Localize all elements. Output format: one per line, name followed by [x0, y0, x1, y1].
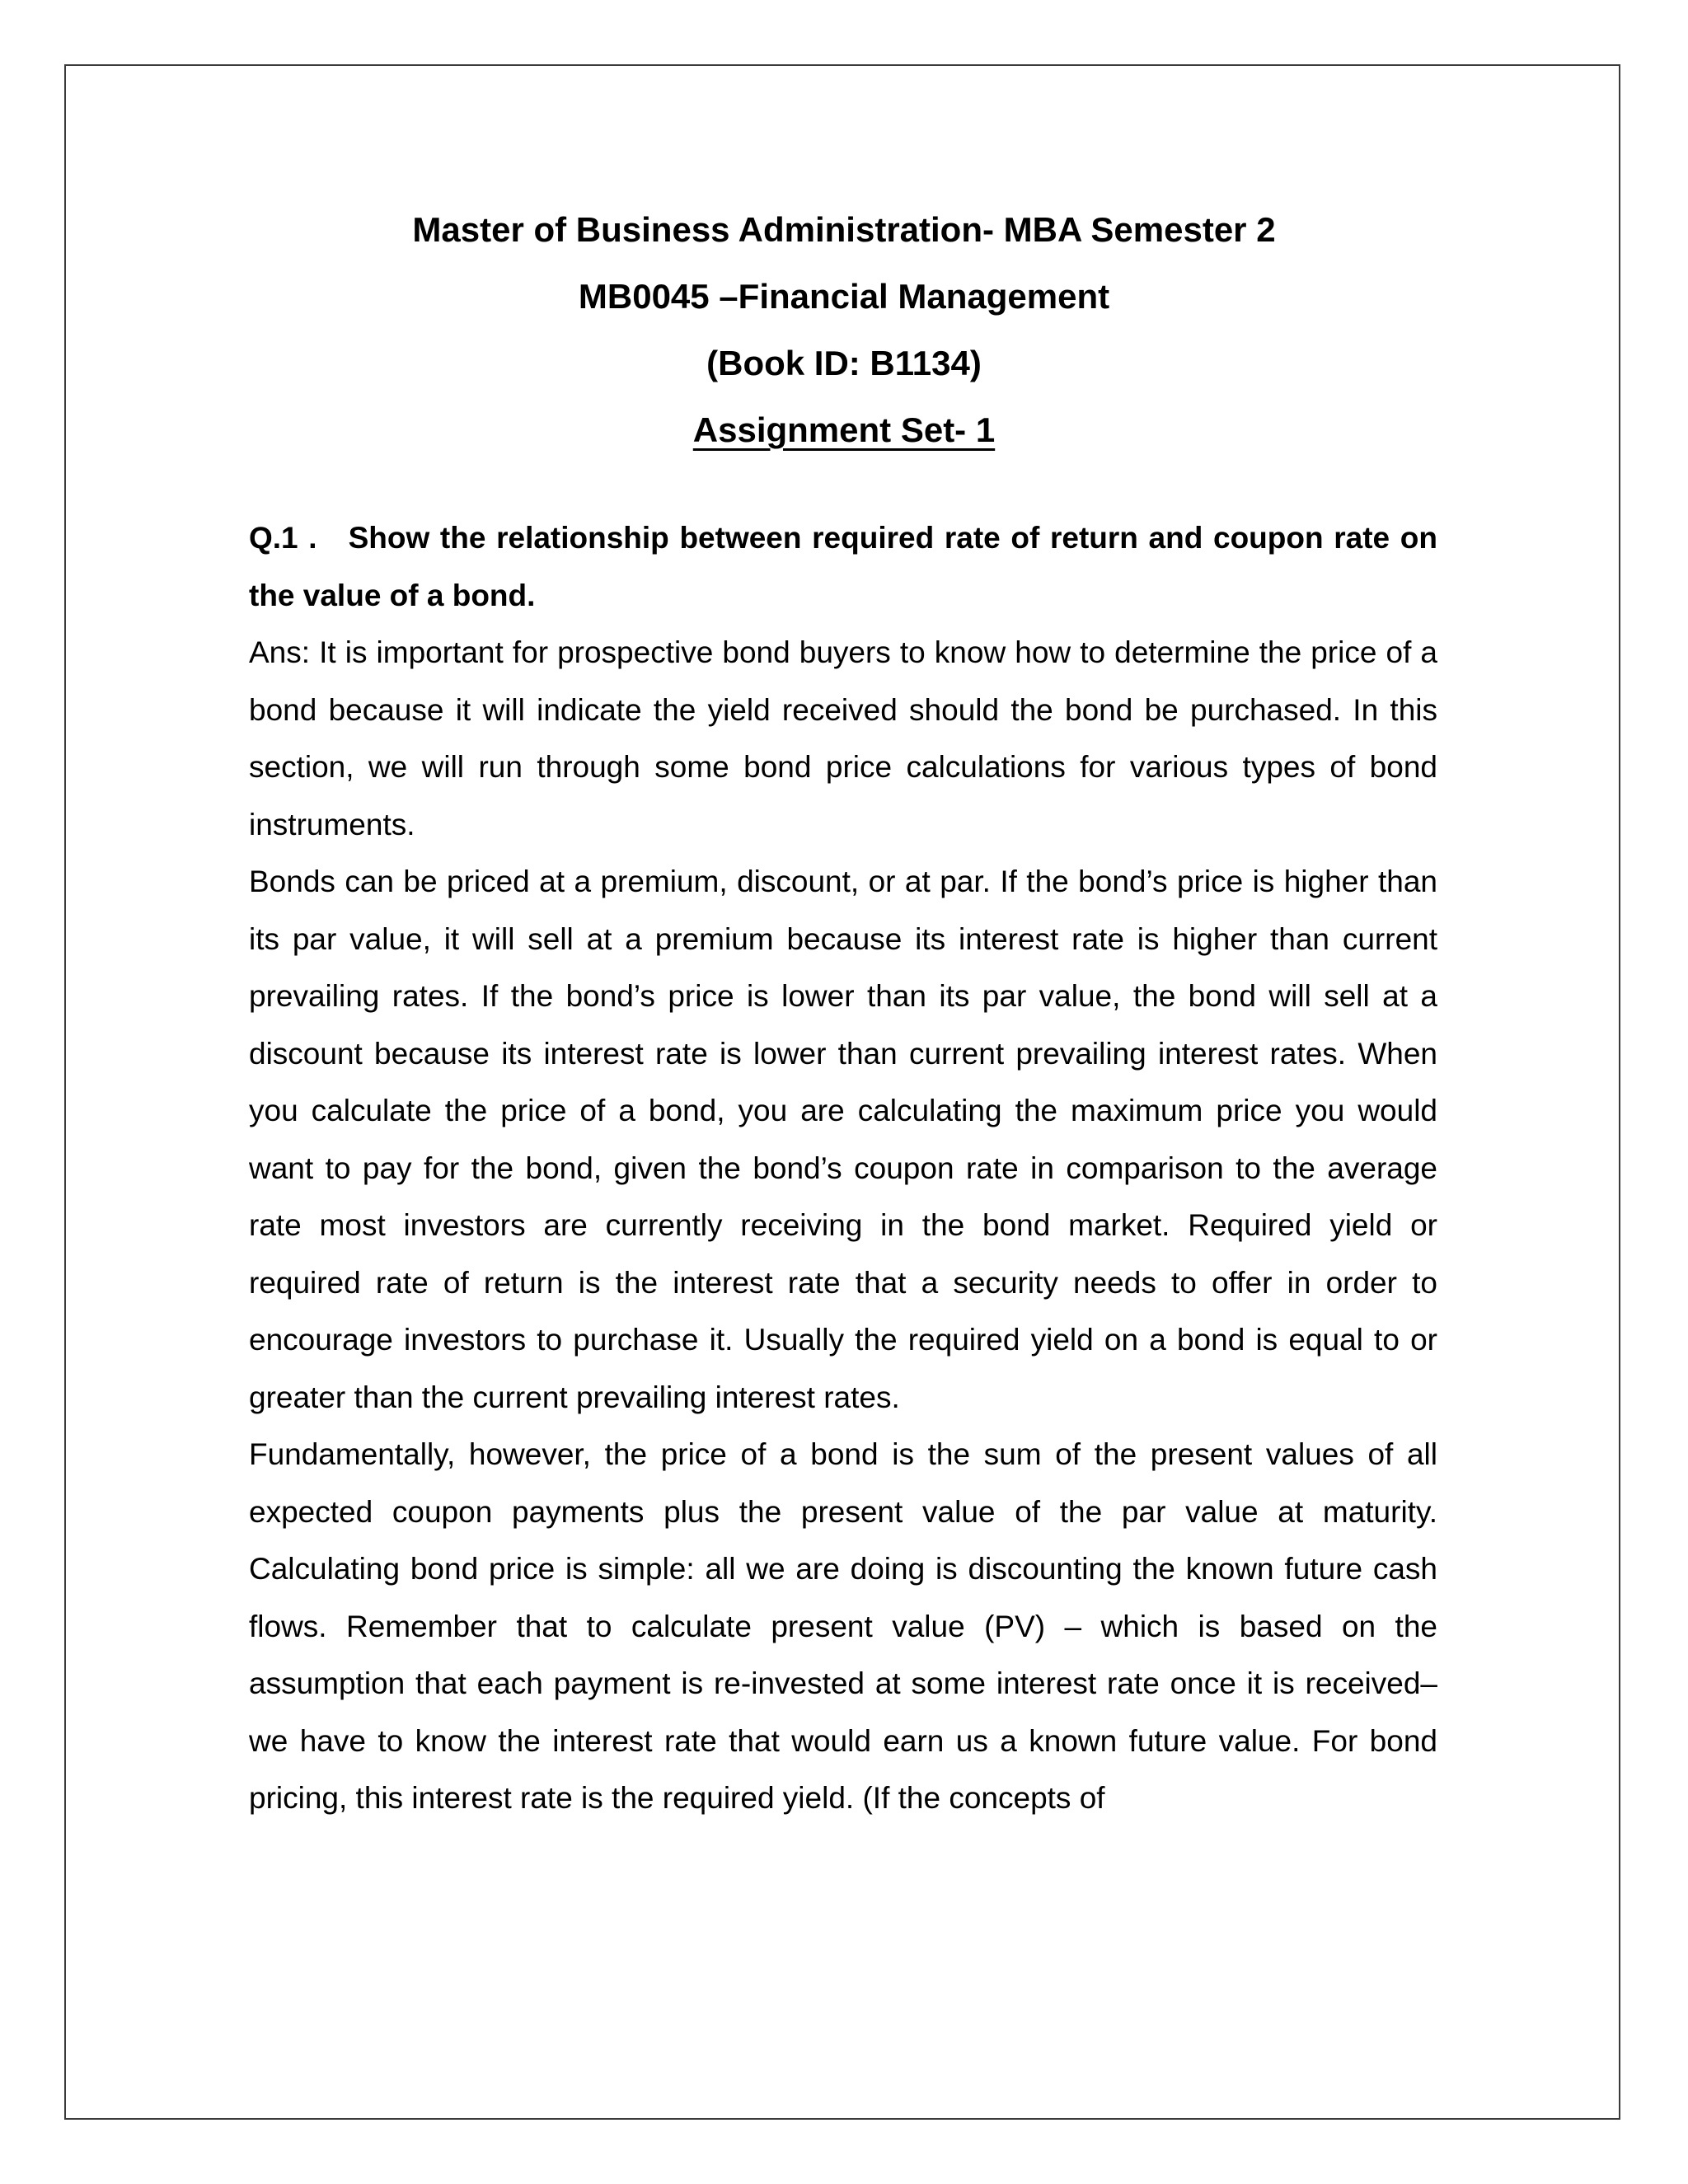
program-title: Master of Business Administration- MBA Semester 2	[412, 210, 1276, 249]
document-body	[249, 509, 1437, 1827]
document-header	[0, 196, 1688, 463]
assignment-title: Assignment Set- 1	[692, 410, 996, 449]
question-1	[249, 509, 1437, 624]
course-title: MB0045 –Financial Management	[578, 277, 1110, 316]
answer-paragraph: Ans: It is important for prospective bond buyers to know how to determine the price of a bond because it will indicate the yield received should the bond be purchased. In this section, we will run through some bond price calculations for various types of bond instruments.	[249, 635, 1437, 841]
question-label: Q.1 .	[249, 521, 317, 555]
book-id: (Book ID: B1134)	[706, 344, 982, 382]
answer-paragraph: Fundamentally, however, the price of a bond is the sum of the present values of all expected coupon payments plus the present value of the par value at maturity. Calculating bond price is simple: all we are doing is discounting the known future cash flows. Remember that to calculate present value (PV) – which is based on the assumption that each payment is re-invested at some interest rate once it is received–we have to know the interest rate that would earn us a known future value. For bond pricing, this interest rate is the required yield. (If the concepts of	[249, 1437, 1437, 1815]
question-text: Show the relationship between required rate of return and coupon rate on the value of a bond.	[249, 521, 1437, 612]
answer-paragraph: Bonds can be priced at a premium, discount, or at par. If the bond’s price is higher than its par value, it will sell at a premium because its interest rate is higher than current prevailing rates. If the bond’s price is lower than its par value, the bond will sell at a discount because its interest rate is lower than current prevailing interest rates. When you calculate the price of a bond, you are calculating the maximum price you would want to pay for the bond, given the bond’s coupon rate in comparison to the average rate most investors are currently receiving in the bond market. Required yield or required rate of return is the interest rate that a security needs to offer in order to encourage investors to purchase it. Usually the required yield on a bond is equal to or greater than the current prevailing interest rates.	[249, 865, 1437, 1414]
